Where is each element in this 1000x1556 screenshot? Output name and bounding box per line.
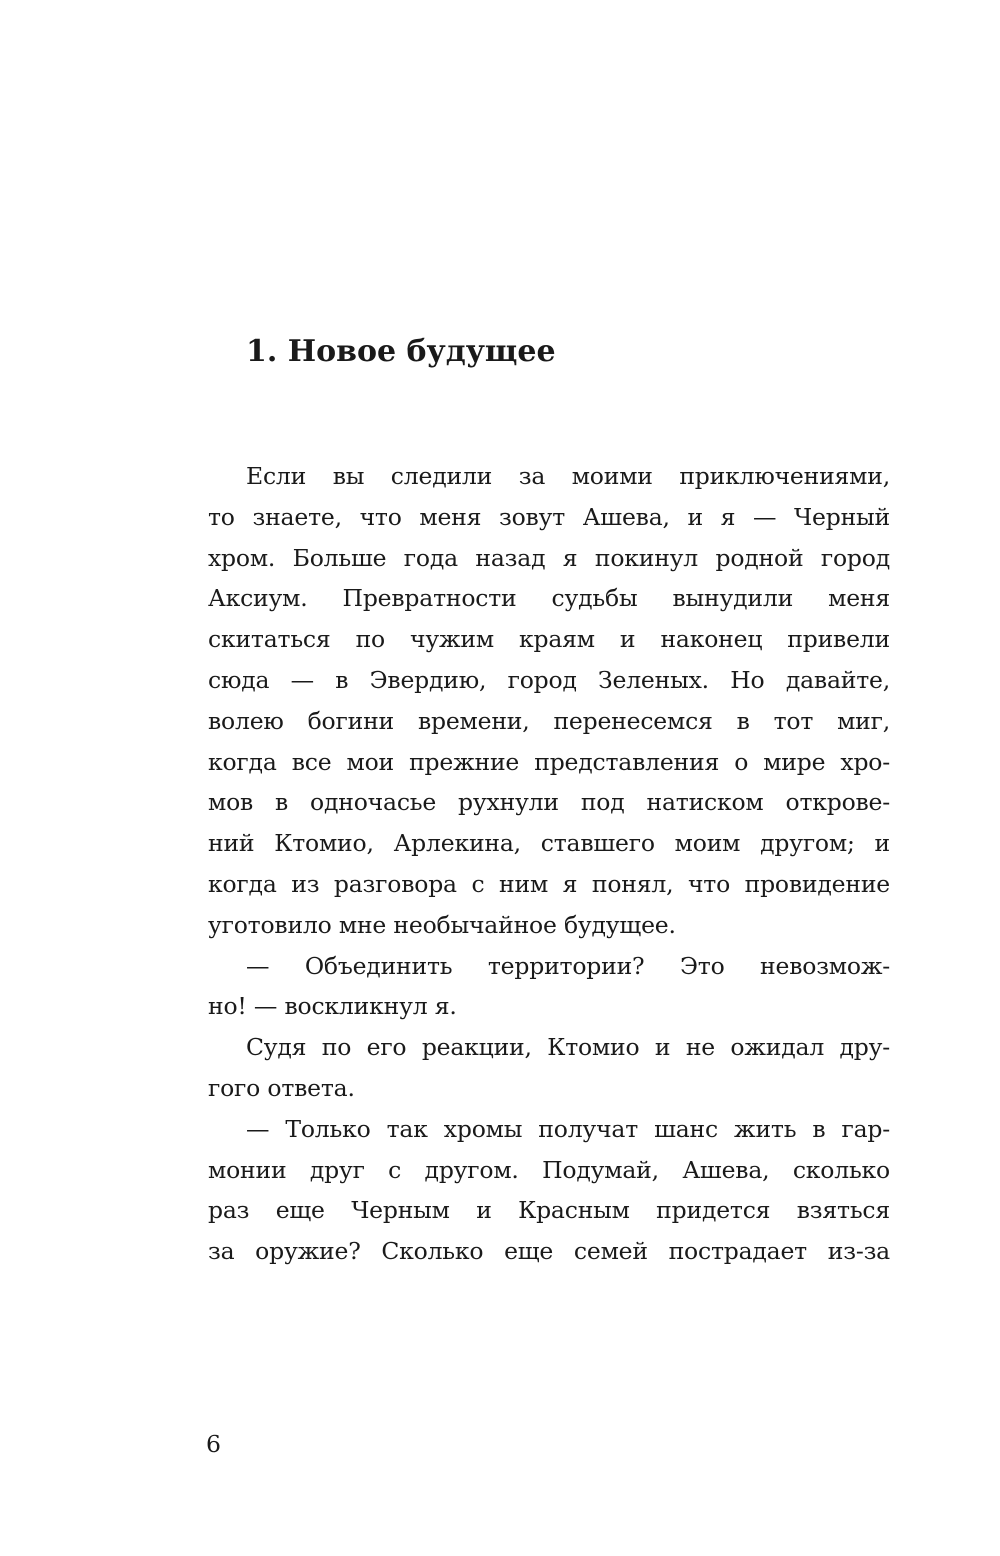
body-text	[208, 456, 890, 1272]
text-line: волею богини времени, перенесемся в тот миг,	[208, 706, 890, 735]
chapter-title: 1. Новое будущее	[246, 334, 556, 369]
text-line: но! — воскликнул я.	[208, 992, 457, 1021]
text-line: Судя по его реакции, Ктомио и не ожидал дру-	[246, 1033, 890, 1062]
text-line: ний Ктомио, Арлекина, ставшего моим другом; и	[208, 829, 890, 858]
text-line: монии друг с другом. Подумай, Ашева, сколько	[208, 1155, 890, 1184]
text-line: когда из разговора с ним я понял, что провидение	[208, 869, 890, 898]
text-line: хром. Больше года назад я покинул родной город	[208, 543, 890, 572]
text-line: то знаете, что меня зовут Ашева, и я — Черный	[208, 502, 890, 531]
page-number: 6	[206, 1430, 221, 1458]
text-line: за оружие? Сколько еще семей пострадает из-за	[208, 1237, 890, 1266]
text-line: раз еще Черным и Красным придется взяться	[208, 1196, 890, 1225]
text-line: мов в одночасье рухнули под натиском открове-	[208, 788, 890, 817]
text-line: — Только так хромы получат шанс жить в гар-	[246, 1114, 890, 1143]
text-line: скитаться по чужим краям и наконец привели	[208, 625, 890, 654]
text-line: Аксиум. Превратности судьбы вынудили меня	[208, 584, 890, 613]
text-line: Если вы следили за моими приключениями,	[246, 462, 890, 490]
text-line: уготовило мне необычайное будущее.	[208, 910, 676, 939]
text-line: когда все мои прежние представления о мире хро-	[208, 747, 890, 776]
text-line: сюда — в Эвердию, город Зеленых. Но давайте,	[208, 665, 890, 694]
text-line: — Объединить территории? Это невозмож-	[246, 951, 890, 980]
text-line: гого ответа.	[208, 1073, 355, 1102]
